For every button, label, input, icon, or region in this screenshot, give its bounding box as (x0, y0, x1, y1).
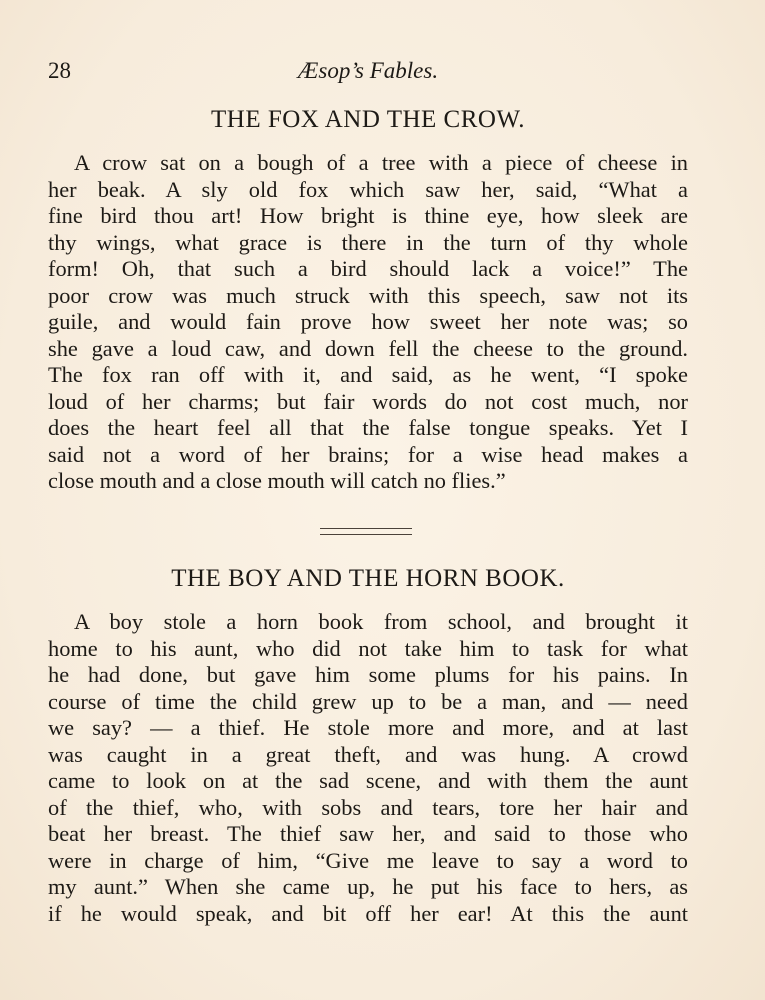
text-line: thy wings, what grace is there in the turn of thy whole (48, 229, 688, 255)
fable-title-fox-and-crow: THE FOX AND THE CROW. (211, 106, 525, 133)
page-number: 28 (48, 58, 71, 83)
text-line: her beak. A sly old fox which saw her, said, “What a (48, 176, 688, 202)
text-line: form! Oh, that such a bird should lack a voice!” The (48, 256, 688, 281)
text-line: beat her breast. The thief saw her, and said to those who (48, 821, 688, 846)
running-head (48, 56, 688, 86)
text-line: we say? — a thief. He stole more and more, and at last (48, 715, 688, 740)
text-line: poor crow was much struck with this speech, saw not its (48, 282, 688, 308)
text-line: my aunt.” When she came up, he put his face to hers, as (48, 874, 688, 899)
text-line: A crow sat on a bough of a tree with a piece of cheese in (74, 150, 688, 175)
text-line: course of time the child grew up to be a man, and — need (48, 688, 688, 714)
text-line: loud of her charms; but fair words do not cost much, nor (48, 388, 688, 414)
section-divider (320, 528, 412, 535)
text-line: she gave a loud caw, and down fell the cheese to the ground. (48, 335, 688, 361)
text-line: was caught in a great theft, and was hung. A crowd (48, 741, 688, 767)
text-line: fine bird thou art! How bright is thine eye, how sleek are (48, 203, 688, 228)
text-line: came to look on at the sad scene, and with them the aunt (48, 768, 688, 793)
text-line: were in charge of him, “Give me leave to say a word to (48, 847, 688, 873)
text-line: if he would speak, and bit off her ear! At this the aunt (48, 900, 688, 926)
text-line: said not a word of her brains; for a wise head makes a (48, 441, 688, 467)
text-line: A boy stole a horn book from school, and brought it (74, 609, 688, 634)
text-line: The fox ran off with it, and said, as he went, “I spoke (48, 362, 688, 387)
fable-text-boy-and-horn-book (48, 609, 688, 927)
text-line: he had done, but gave him some plums for his pains. In (48, 662, 688, 687)
fable-text-fox-and-crow (48, 150, 688, 495)
text-line: guile, and would fain prove how sweet her note was; so (48, 309, 688, 334)
text-line: does the heart feel all that the false tongue speaks. Yet I (48, 415, 688, 440)
text-line: home to his aunt, who did not take him to task for what (48, 635, 688, 661)
running-title: Æsop’s Fables. (297, 58, 439, 83)
text-line: close mouth and a close mouth will catch no flies.” (48, 468, 506, 493)
fable-title-boy-and-horn-book: THE BOY AND THE HORN BOOK. (171, 565, 565, 592)
text-line: of the thief, who, with sobs and tears, tore her hair and (48, 794, 688, 820)
